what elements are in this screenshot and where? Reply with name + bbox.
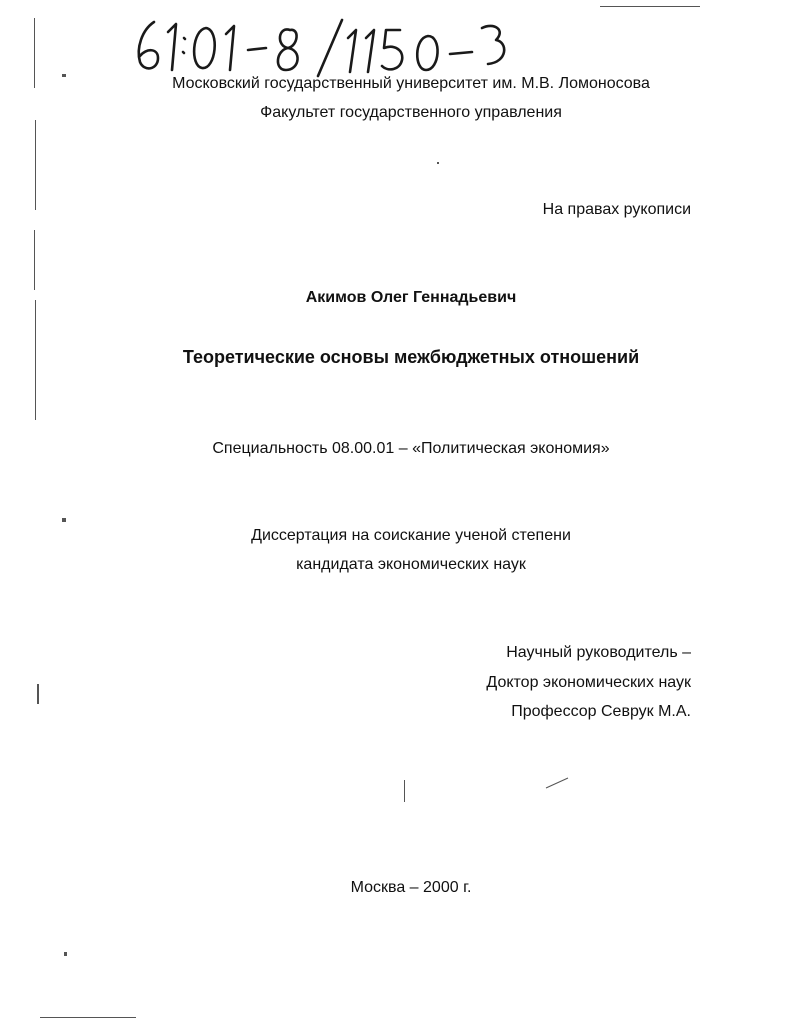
supervisor-line-3: Профессор Севрук М.А. bbox=[511, 703, 691, 720]
university-name: Московский государственный университет им. М.В. Ломоносова bbox=[172, 75, 650, 92]
dissertation-title: Теоретические основы межбюджетных отношений bbox=[182, 347, 640, 367]
rights-note: На правах рукописи bbox=[542, 201, 691, 218]
scan-stroke bbox=[544, 776, 570, 790]
faculty-name: Факультет государственного управления bbox=[260, 104, 562, 121]
scan-margin-line bbox=[600, 6, 700, 7]
dissertation-line-1: Диссертация на соискание ученой степени bbox=[251, 527, 571, 544]
specialty: Специальность 08.00.01 – «Политическая экономия» bbox=[212, 440, 610, 457]
scan-margin-line bbox=[35, 120, 36, 210]
scan-margin-line bbox=[404, 780, 405, 802]
handwritten-archive-code bbox=[128, 12, 518, 82]
scan-dot bbox=[64, 952, 67, 956]
supervisor-line-1: Научный руководитель – bbox=[506, 644, 691, 661]
author-name: Акимов Олег Геннадьевич bbox=[305, 289, 517, 306]
dissertation-line-2: кандидата экономических наук bbox=[296, 556, 526, 573]
scan-margin-line bbox=[40, 1017, 136, 1018]
scan-margin-line bbox=[37, 684, 39, 704]
scan-margin-line bbox=[34, 230, 35, 290]
place-year: Москва – 2000 г. bbox=[350, 879, 472, 896]
scan-dot bbox=[62, 518, 66, 522]
scan-dot bbox=[437, 162, 439, 164]
supervisor-line-2: Доктор экономических наук bbox=[486, 674, 691, 691]
